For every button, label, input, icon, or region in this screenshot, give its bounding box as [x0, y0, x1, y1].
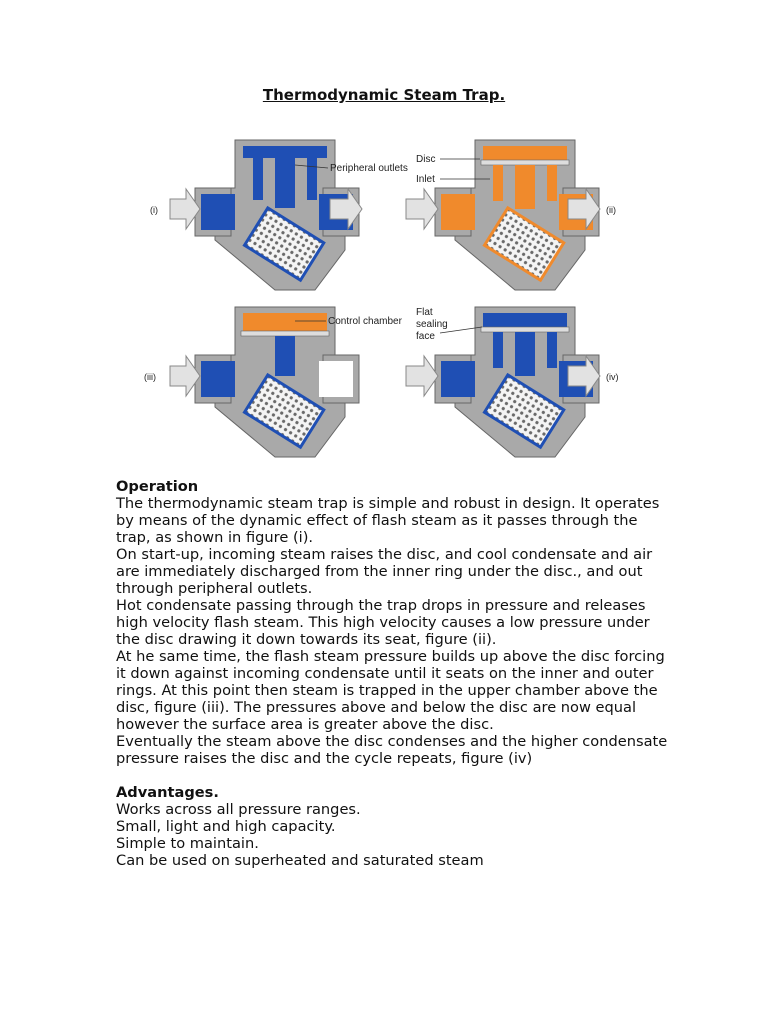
label-control-chamber: Control chamber — [328, 316, 402, 327]
operation-paragraph: At he same time, the flash steam pressure builds up above the disc forcing it down against incoming condensate until it seats on the inner and outer rings. At this point then steam is trapped in the upper chamber above the disc, figure (iii). The pressures above and below the disc are now equal however the surface area is greater above the disc. — [116, 648, 665, 733]
arrow-in-ii — [406, 189, 438, 229]
arrow-in-iv — [406, 356, 438, 396]
label-sealing: sealing — [416, 319, 448, 330]
trap-iii — [195, 307, 359, 457]
label-peripheral-outlets: Peripheral outlets — [330, 163, 408, 174]
label-iv: (iv) — [606, 372, 619, 382]
label-iii: (iii) — [144, 372, 156, 382]
operation-paragraph: The thermodynamic steam trap is simple and robust in design. It operates by means of the dynamic effect of flash steam as it passes through the trap, as shown in figure (i). — [116, 495, 660, 546]
label-ii: (ii) — [606, 205, 616, 215]
operation-paragraph: Eventually the steam above the disc condenses and the higher condensate pressure raises the disc and the cycle repeats, figure (iv) — [116, 733, 668, 767]
advantages-heading: Advantages. — [116, 784, 219, 801]
document-title: Thermodynamic Steam Trap. — [262, 86, 506, 104]
advantage-item: Small, light and high capacity. — [116, 818, 336, 835]
label-disc: Disc — [416, 154, 436, 165]
label-face: face — [416, 331, 435, 342]
operation-paragraph: Hot condensate passing through the trap drops in pressure and releases high velocity flash steam. This high velocity causes a low pressure under the disc drawing it down towards its seat, figure (ii). — [116, 597, 650, 648]
label-inlet: Inlet — [416, 174, 435, 185]
advantage-item: Works across all pressure ranges. — [116, 801, 361, 818]
advantage-item: Can be used on superheated and saturated steam — [116, 852, 484, 869]
operation-paragraph: On start-up, incoming steam raises the disc, and cool condensate and air are immediately discharged from the inner ring under the disc., and out through peripheral outlets. — [116, 546, 653, 597]
label-flat: Flat — [416, 307, 433, 318]
steam-trap-diagram — [140, 135, 640, 465]
spacer — [116, 767, 676, 784]
advantage-item: Simple to maintain. — [116, 835, 259, 852]
label-i: (i) — [150, 205, 158, 215]
body-text — [116, 478, 676, 869]
operation-heading: Operation — [116, 478, 199, 495]
